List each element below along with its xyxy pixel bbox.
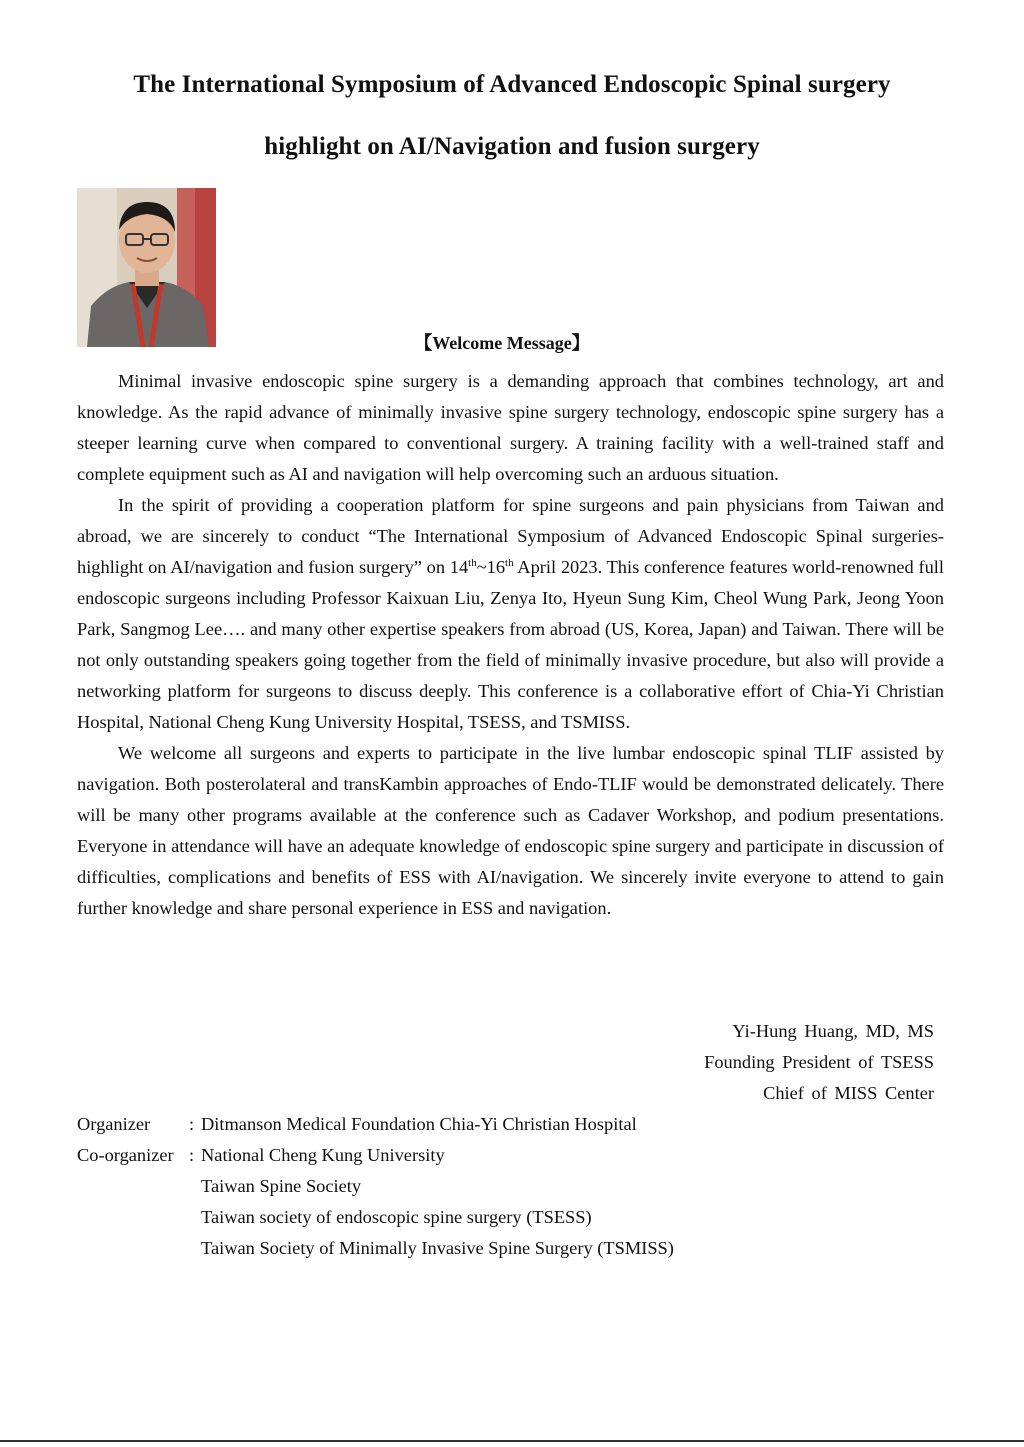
paragraph-invitation: We welcome all surgeons and experts to participate in the live lumbar endoscopic spinal TLIF assisted by navigation. Both posterolateral and transKambin approaches of Endo-TLIF would be demonstrated delicately. There will be many other programs available at the conference such as Cadaver Workshop, and podium presentations. Everyone in attendance will have an adequate knowledge of endoscopic spine surgery and participate in discussion of difficulties, complications and benefits of ESS with AI/navigation. We sincerely invite everyone to attend to gain further knowledge and share personal experience in ESS and navigation. — [77, 743, 944, 918]
organizers-block — [77, 1109, 674, 1264]
signature-name: Yi-Hung Huang, MD, MS — [732, 1021, 934, 1041]
speaker-portrait — [77, 188, 216, 347]
co-organizer-label: Co-organizer — [77, 1145, 174, 1165]
label-separator: : — [189, 1114, 195, 1134]
co-organizer-row — [77, 1171, 674, 1202]
co-organizer-row — [77, 1202, 674, 1233]
co-organizer-value: Taiwan Spine Society — [201, 1176, 362, 1196]
welcome-message-body — [77, 366, 944, 924]
document-title-line2: highlight on AI/Navigation and fusion surgery — [264, 133, 760, 160]
page-bottom-border — [0, 1440, 1024, 1442]
co-organizer-value: National Cheng Kung University — [201, 1145, 445, 1165]
label-separator: : — [189, 1145, 195, 1165]
co-organizer-row — [77, 1140, 674, 1171]
organizer-value: Ditmanson Medical Foundation Chia-Yi Christian Hospital — [201, 1114, 637, 1134]
co-organizer-row — [77, 1233, 674, 1264]
signature-role: Chief of MISS Center — [763, 1083, 934, 1103]
welcome-heading: 【Welcome Message】 — [414, 333, 590, 353]
co-organizer-value: Taiwan Society of Minimally Invasive Spine Surgery (TSMISS) — [201, 1238, 674, 1258]
co-organizer-value: Taiwan society of endoscopic spine surgery (TSESS) — [201, 1207, 592, 1227]
document-title-line1: The International Symposium of Advanced Endoscopic Spinal surgery — [133, 71, 891, 98]
ordinal-suffix: th — [505, 556, 514, 569]
signature-block — [704, 1016, 934, 1109]
paragraph-conference — [77, 490, 944, 738]
organizer-row — [77, 1109, 674, 1140]
ordinal-suffix: th — [468, 556, 477, 569]
paragraph-conference-text-3: April 2023. This conference features world-renowned full endoscopic surgeons including Professor Kaixuan Liu, Zenya Ito, Hyeun Sung Kim, Cheol Wung Park, Jeong Yoon Park, Sangmog Lee…. and many other expertise speakers from abroad (US, Korea, Japan) and Taiwan. There will be not only outstanding speakers going together from the field of minimally invasive procedure, but also will provide a networking platform for surgeons to discuss deeply. This conference is a collaborative effort of Chia-Yi Christian Hospital, National Cheng Kung University Hospital, TSESS, and TSMISS. — [77, 557, 944, 732]
paragraph-conference-text-2: ~16 — [476, 557, 506, 577]
signature-role: Founding President of TSESS — [704, 1052, 934, 1072]
organizer-label: Organizer — [77, 1114, 151, 1134]
paragraph-intro: Minimal invasive endoscopic spine surgery is a demanding approach that combines technology, art and knowledge. As the rapid advance of minimally invasive spine surgery technology, endoscopic spine surgery has a steeper learning curve when compared to conventional surgery. A training facility with a well-trained staff and complete equipment such as AI and navigation will help overcoming such an arduous situation. — [77, 371, 944, 484]
paragraph-conference-text-1: In the spirit of providing a cooperation platform for spine surgeons and pain physicians from Taiwan and abroad, we are sincerely to conduct “The International Symposium of Advanced Endoscopic Spinal surgeries- highlight on AI/navigation and fusion surgery” on 14 — [77, 495, 944, 577]
